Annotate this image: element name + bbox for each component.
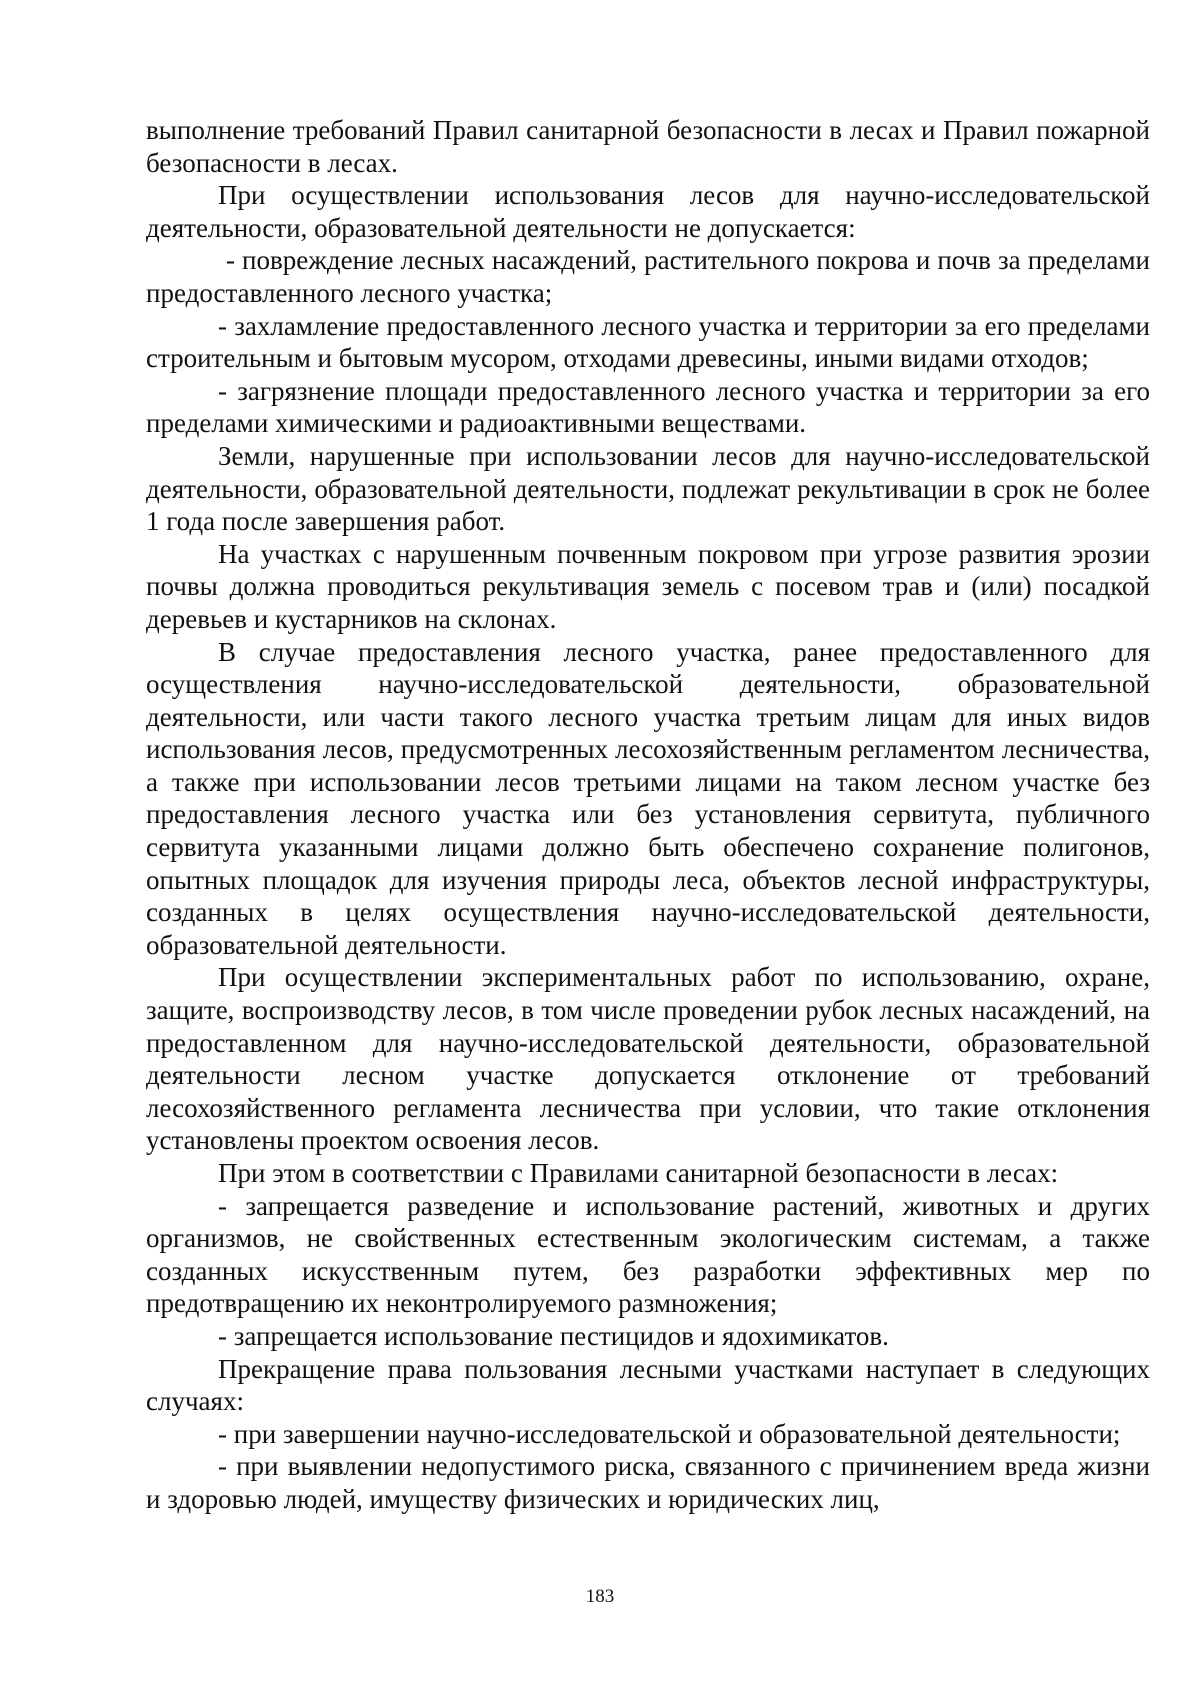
list-item: - запрещается использование пестицидов и ядохимикатов. xyxy=(218,1320,889,1351)
list-item: - повреждение лесных насаждений, растительного покрова и почв за пределами предоставленного лесного участка; xyxy=(146,245,1150,308)
page-number: 183 xyxy=(585,1586,615,1607)
document-body xyxy=(146,114,1150,1516)
paragraph-continuation: выполнение требований Правил санитарной безопасности в лесах и Правил пожарной безопасности в лесах. xyxy=(146,115,1150,178)
paragraph: На участках с нарушенным почвенным покровом при угрозе развития эрозии почвы должна проводиться рекультивация земель с посевом трав и (или) посадкой деревьев и кустарников на склонах. xyxy=(146,538,1150,634)
list-item: - захламление предоставленного лесного участка и территории за его пределами строительным и бытовым мусором, отходами древесины, иными видами отходов; xyxy=(146,310,1150,374)
paragraph: При осуществлении экспериментальных работ по использованию, охране, защите, воспроизводству лесов, в том числе проведении рубок лесных насаждений, на предоставленном для научно-исследовательской деятельности, образовательной деятельности лесном участке допускается отклонение от требований лесохозяйственного регламента лесничества при условии, что такие отклонения установлены проектом освоения лесов. xyxy=(146,962,1150,1156)
list-item: - запрещается разведение и использование растений, животных и других организмов, не свойственных естественным экологическим системам, а также созданных искусственным путем, без разработки эффективных мер по предотвращению их неконтролируемого размножения; xyxy=(146,1190,1150,1319)
paragraph: Земли, нарушенные при использовании лесов для научно-исследовательской деятельности, образовательной деятельности, подлежат рекультивации в срок не более 1 года после завершения работ. xyxy=(146,440,1150,537)
paragraph: Прекращение права пользования лесными участками наступает в следующих случаях: xyxy=(146,1353,1150,1417)
list-item: - при выявлении недопустимого риска, связанного с причинением вреда жизни и здоровью людей, имуществу физических и юридических лиц, xyxy=(146,1451,1150,1514)
paragraph: При осуществлении использования лесов для научно-исследовательской деятельности, образовательной деятельности не допускается: xyxy=(146,180,1150,243)
paragraph: При этом в соответствии с Правилами санитарной безопасности в лесах: xyxy=(218,1158,1059,1188)
paragraph: В случае предоставления лесного участка, ранее предоставленного для осуществления научно-исследовательской деятельности, образовательной деятельности, или части такого лесного участка третьим лицам для иных видов использования лесов, предусмотренных лесохозяйственным регламентом лесничества, а также при использовании лесов третьими лицами на таком лесном участке без предоставления лесного участка или без установления сервитута, публичного сервитута указанными лицами должно быть обеспечено сохранение полигонов, опытных площадок для изучения природы леса, объектов лесной инфраструктуры, созданных в целях осуществления научно-исследовательской деятельности, образовательной деятельности. xyxy=(146,636,1150,960)
list-item: - при завершении научно-исследовательской и образовательной деятельности; xyxy=(218,1418,1121,1449)
list-item: - загрязнение площади предоставленного лесного участка и территории за его пределами химическими и радиоактивными веществами. xyxy=(146,375,1150,439)
